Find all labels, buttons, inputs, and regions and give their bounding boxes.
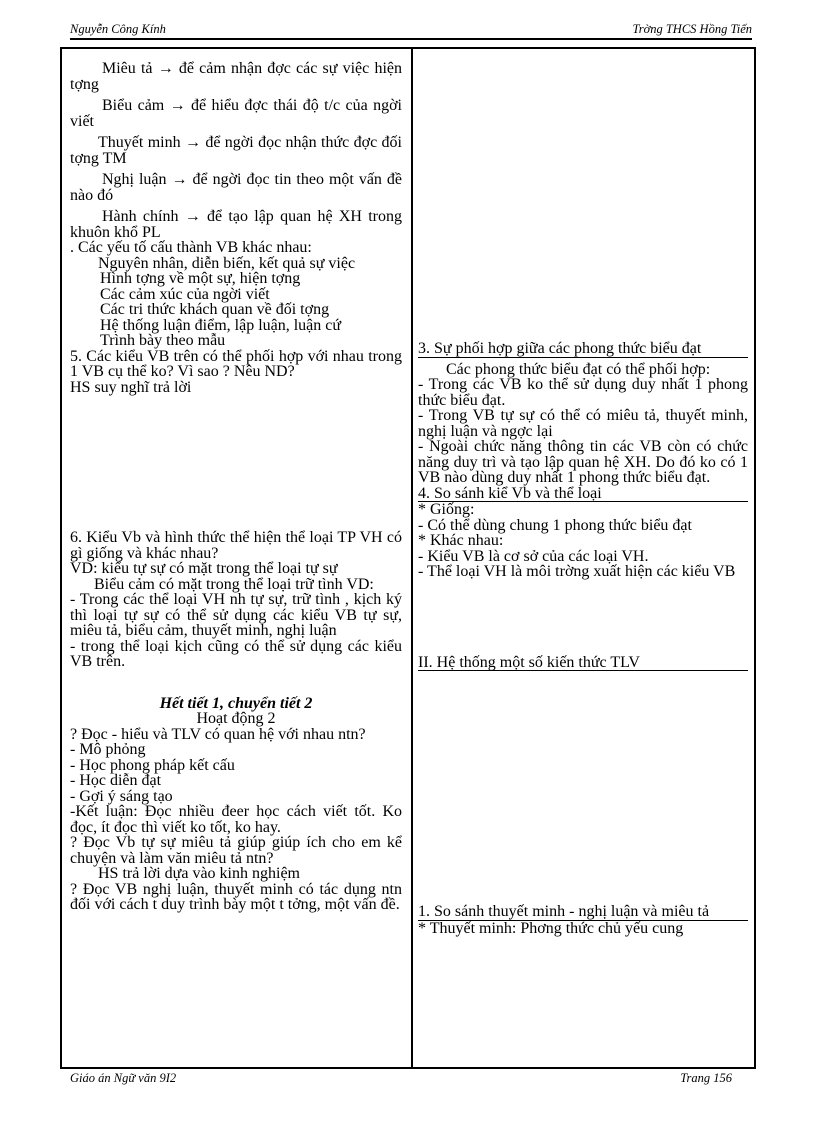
text-line: Biểu cảm → để hiểu đợc thái độ t/c của ngời viết: [70, 97, 402, 130]
column-divider: [411, 49, 413, 1067]
heading-3: 3. Sự phối hợp giữa các phong thức biểu đạt: [418, 341, 748, 358]
text-line: - Trong VB tự sự có thể có miêu tả, thuyết minh, nghị luận và ngợc lại: [418, 407, 748, 440]
text-line: Hành chính → để tạo lập quan hệ XH trong khuôn khổ PL: [70, 208, 402, 241]
text-line: ? Đọc Vb tự sự miêu tả giúp giúp ích cho em kể chuyện và làm văn miêu tả ntn?: [70, 834, 402, 867]
text-line: VD: kiểu tự sự có mặt trong thể loại tự sự: [70, 560, 338, 577]
section-break: Hết tiết 1, chuyển tiết 2: [159, 694, 313, 712]
text-line: - Kiểu VB là cơ sở của các loại VH.: [418, 547, 649, 565]
text-line: Hình tợng về một sự, hiện tợng: [100, 270, 301, 287]
text-line: Các cảm xúc của ngời viết: [100, 285, 270, 303]
text-line: -Kết luận: Đọc nhiều đeer học cách viết tốt. Ko đọc, ít đọc thì viết ko tốt, ko hay.: [70, 803, 402, 836]
text-line: HS suy nghĩ trả lời: [70, 378, 192, 396]
text-line: - Trong các thể loại VH nh tự sự, trữ tình , kịch ký thì loại tự sự có thể sử dụng các kiểu VB tự sự, miêu tả, biểu cảm, thuyết minh, nghị luận: [70, 591, 402, 639]
page-footer: [70, 1068, 752, 1088]
heading-II: II. Hệ thống một số kiến thức TLV: [418, 655, 748, 672]
text-line: - Gợi ý sáng tạo: [70, 787, 173, 805]
footer-title: Giáo án Ngữ văn 9I2: [70, 1071, 177, 1085]
text-line: - Ngoài chức năng thông tin các VB còn có chức năng duy trì và tạo lập quan hệ XH. Do đó ko có 1 VB nào dùng duy nhất 1 phong thức biểu đạt.: [418, 438, 748, 486]
heading-4: 4. So sánh kiể Vb và thể loại: [418, 486, 748, 503]
heading-1: 1. So sánh thuyết minh - nghị luận và miêu tả: [418, 904, 748, 921]
left-column: [70, 61, 402, 913]
text-line: - Trong các VB ko thể sử dụng duy nhất 1 phong thức biểu đạt.: [418, 376, 748, 409]
text-line: - Có thể dùng chung 1 phong thức biểu đạt: [418, 516, 692, 534]
text-line: Miêu tả → để cảm nhận đợc các sự việc hiện tợng: [70, 60, 402, 93]
text-line: Các tri thức khách quan về đối tợng: [100, 301, 330, 318]
text-line: - Học diễn đạt: [70, 772, 162, 789]
lesson-table: [60, 47, 756, 1069]
text-line: Nghị luận → để ngời đọc tin theo một vấn đề nào đó: [70, 171, 402, 204]
text-line: - Học phong pháp kết cấu: [70, 756, 235, 774]
text-line: Biểu cảm có mặt trong thể loại trữ tình VD:: [94, 575, 374, 593]
page-number: Trang 156: [680, 1071, 732, 1085]
text-line: ? Đọc VB nghị luận, thuyết minh có tác dụng ntn đối với cách t duy trình bày một t tởng, một vấn đề.: [70, 880, 402, 913]
text-line: - Thể loại VH là môi trờng xuất hiện các kiểu VB: [418, 563, 736, 580]
header-school: Trờng THCS Hồng Tiến: [632, 22, 752, 36]
text-line: * Thuyết minh: Phơng thức chủ yếu cung: [418, 919, 684, 937]
page-header: [70, 20, 752, 40]
text-line: . Các yếu tố cấu thành VB khác nhau:: [70, 239, 312, 256]
text-line: Hệ thống luận điểm, lập luận, luận cứ: [100, 316, 342, 334]
text-line: Thuyết minh → để ngời đọc nhận thức đợc đối tợng TM: [70, 134, 402, 167]
text-line: Các phong thức biểu đạt có thể phối hợp:: [446, 360, 711, 378]
question-6: 6. Kiểu Vb và hình thức thể hiện thể loại TP VH có gì giống và khác nhau?: [70, 529, 402, 562]
text-line: * Khác nhau:: [418, 532, 504, 549]
header-author: Nguyễn Công Kính: [70, 22, 166, 36]
activity-title: Hoạt động 2: [196, 710, 276, 727]
right-column: [418, 341, 748, 936]
text-line: Nguyên nhân, diễn biến, kết quả sự việc: [98, 254, 356, 272]
text-line: ? Đọc - hiểu và TLV có quan hệ với nhau ntn?: [70, 725, 366, 743]
text-line: HS trả lời dựa vào kinh nghiệm: [98, 865, 300, 882]
text-line: - Mô phỏng: [70, 741, 146, 758]
text-line: - trong thể loại kịch cũng có thể sử dụng các kiểu VB trên.: [70, 637, 402, 670]
text-line: * Giống:: [418, 501, 475, 518]
text-line: Trình bày theo mẫu: [100, 332, 226, 349]
question-5: 5. Các kiểu VB trên có thể phối hợp với nhau trong 1 VB cụ thể ko? Vì sao ? Nêu ND?: [70, 347, 402, 380]
